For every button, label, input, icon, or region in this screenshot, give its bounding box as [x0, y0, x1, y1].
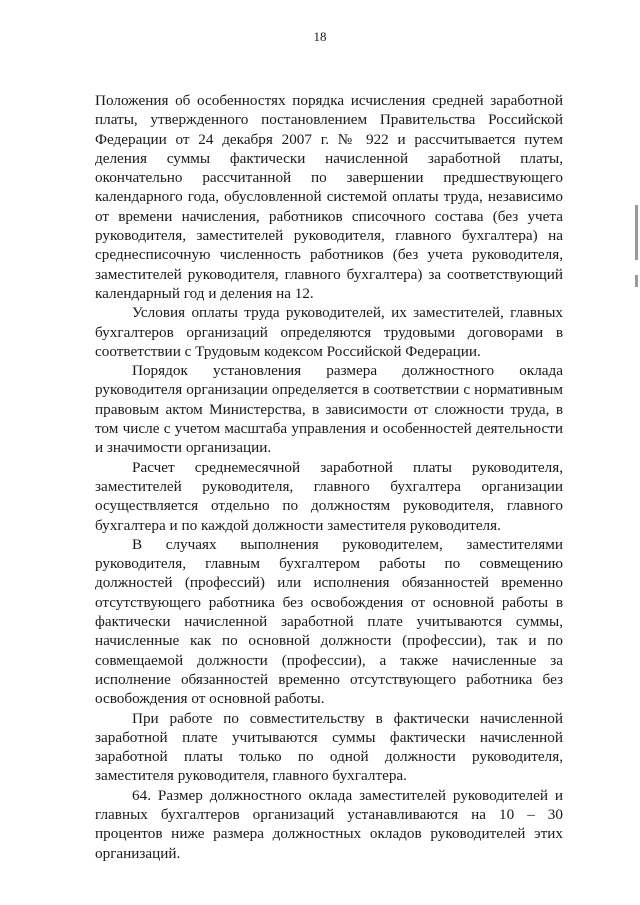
paragraph-average-salary-calculation: Расчет среднемесячной заработной платы руководителя, заместителей руководителя, главного бухгалтера организации осуществляется отдельно по должностям руководителя, главного бухгалтера и по каждой должности заместителя руководителя.	[95, 458, 563, 534]
paragraph-item-64: 64. Размер должностного оклада заместителей руководителей и главных бухгалтеров организаций устанавливаются на 10 – 30 процентов ниже размера должностных окладов руководителей этих организаций.	[95, 786, 563, 862]
page-number: 18	[313, 29, 327, 44]
paragraph-part-time-work: При работе по совместительству в фактически начисленной заработной плате учитываются суммы фактически начисленной заработной платы только по одной должности руководителя, заместителя руководителя, главного бухгалтера.	[95, 709, 563, 785]
scan-edge-mark	[635, 275, 638, 287]
paragraph-management-pay-conditions: Условия оплаты труда руководителей, их заместителей, главных бухгалтеров организаций определяются трудовыми договорами в соответствии с Трудовым кодексом Российской Федерации.	[95, 304, 563, 360]
paragraph-combined-duties: В случаях выполнения руководителем, заместителями руководителя, главным бухгалтером работы по совмещению должностей (профессий) или исполнения обязанностей временно отсутствующего работника без освобождения от основной работы в фактически начисленной заработной плате учитываются суммы, начисленные как по основной должности (профессии), так и по совмещаемой должности (профессии), а также начисленные за исполнение обязанностей временно отсутствующего работника без освобождения от основной работы.	[95, 535, 563, 708]
paragraph-salary-setting-order: Порядок установления размера должностного оклада руководителя организации определяется в соответствии с нормативным правовым актом Министерства, в зависимости от сложности труда, в том числе с учетом масштаба управления и особенностей деятельности и значимости организации.	[95, 362, 563, 457]
paragraph-continued: Положения об особенностях порядка исчисления средней заработной платы, утвержденного постановлением Правительства Российской Федерации от 24 декабря 2007 г. № 922 и рассчитывается путем деления суммы фактически начисленной заработной платы, окончательно рассчитанной по завершении предшествующего календарного года, обусловленной системой оплаты труда, независимо от времени начисления, работников списочного состава (без учета руководителя, заместителей руководителя, главного бухгалтера) на среднесписочную численность работников (без учета руководителя, заместителей руководителя, главного бухгалтера) за соответствующий календарный год и деления на 12.	[95, 92, 563, 302]
document-body	[95, 91, 563, 863]
scan-edge-mark	[635, 205, 638, 260]
